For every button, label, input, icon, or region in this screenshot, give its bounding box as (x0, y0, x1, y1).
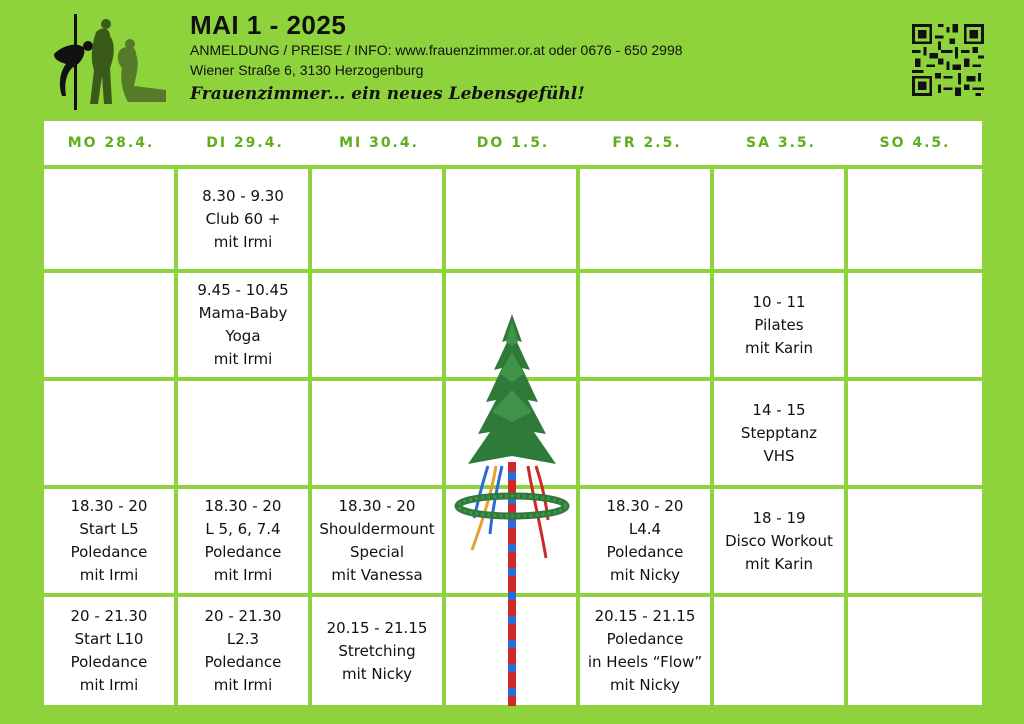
class-text: mit Irmi (213, 232, 273, 251)
class-text: mit Irmi (213, 676, 273, 694)
schedule-cell (312, 381, 442, 485)
class-text: 20.15 - 21.15 (594, 607, 696, 625)
schedule-cell (44, 273, 174, 377)
schedule-cell (178, 273, 308, 377)
class-text: mit Karin (744, 338, 814, 357)
slogan: Frauenzimmer... ein neues Lebensgefühl! (190, 84, 585, 104)
schedule-cell (446, 489, 576, 593)
class-text: 9.45 - 10.45 (197, 281, 289, 299)
class-text: L2.3 (226, 630, 260, 648)
class-text: in Heels “Flow” (587, 653, 703, 671)
schedule-cell (446, 381, 576, 485)
schedule-cell (178, 489, 308, 593)
class-text: Start L5 (79, 520, 139, 538)
class-text: mit Irmi (213, 350, 273, 368)
schedule-cell (446, 169, 576, 269)
schedule-cell (848, 489, 982, 593)
schedule-cell (312, 273, 442, 377)
schedule-cell (580, 489, 710, 593)
class-text: 18.30 - 20 (606, 497, 684, 515)
class-text: 20 - 21.30 (70, 607, 148, 625)
class-text: L 5, 6, 7.4 (205, 520, 281, 538)
qr-code-icon (912, 24, 984, 96)
class-text: Poledance (204, 653, 282, 671)
schedule-grid (44, 121, 982, 705)
class-text: 18.30 - 20 (204, 497, 282, 515)
class-text: Yoga (225, 327, 261, 345)
schedule-cell (848, 273, 982, 377)
class-text: mit Nicky (609, 676, 681, 694)
class-text: 18.30 - 20 (70, 497, 148, 515)
address: Wiener Straße 6, 3130 Herzogenburg (190, 62, 424, 78)
class-text: Poledance (606, 630, 684, 648)
class-text: Club 60 + (205, 209, 281, 228)
schedule-cell (446, 597, 576, 705)
class-text: mit Irmi (79, 676, 139, 694)
class-text: L4.4 (628, 520, 662, 538)
class-text: mit Irmi (213, 566, 273, 584)
schedule-cell (446, 273, 576, 377)
class-text: Pilates (754, 315, 804, 334)
schedule-cell (178, 597, 308, 705)
class-text: Special (349, 543, 405, 561)
class-text: 10 - 11 (752, 292, 806, 311)
class-text: Shouldermount (319, 520, 435, 538)
class-text: 14 - 15 (752, 400, 806, 419)
schedule-cell (44, 597, 174, 705)
class-text: mit Karin (744, 554, 814, 573)
schedule-cell (714, 597, 844, 705)
schedule-cell (580, 273, 710, 377)
schedule-cell (580, 381, 710, 485)
class-text: Poledance (204, 543, 282, 561)
schedule-cell (714, 381, 844, 485)
schedule-cell (848, 169, 982, 269)
class-text: 20.15 - 21.15 (326, 618, 428, 637)
class-text: Mama-Baby (198, 304, 288, 322)
class-text: mit Irmi (79, 566, 139, 584)
schedule-cell (44, 169, 174, 269)
class-text: Start L10 (74, 630, 144, 648)
class-text: Stepptanz (740, 423, 818, 442)
schedule-cell (848, 597, 982, 705)
schedule-cell (580, 597, 710, 705)
day-header: FR 2.5. (612, 135, 682, 151)
schedule-cell (714, 169, 844, 269)
class-text: Poledance (606, 543, 684, 561)
schedule-cell (580, 169, 710, 269)
schedule-cell (178, 381, 308, 485)
pole-dance-silhouette-logo (44, 14, 176, 110)
schedule-cell (312, 597, 442, 705)
schedule-cell (312, 169, 442, 269)
class-text: Poledance (70, 543, 148, 561)
schedule-cell (848, 381, 982, 485)
class-text: 18 - 19 (752, 508, 806, 527)
schedule-cell (44, 489, 174, 593)
class-text: Stretching (338, 641, 416, 660)
day-header: MI 30.4. (339, 135, 419, 151)
class-text: Poledance (70, 653, 148, 671)
day-header: DO 1.5. (476, 135, 550, 151)
class-text: 20 - 21.30 (204, 607, 282, 625)
class-text: VHS (763, 446, 795, 465)
schedule-cell (44, 381, 174, 485)
day-header: SA 3.5. (746, 135, 816, 151)
schedule-cell (714, 273, 844, 377)
class-text: mit Nicky (341, 664, 413, 683)
class-text: mit Vanessa (331, 566, 423, 584)
schedule-cell (714, 489, 844, 593)
day-header: MO 28.4. (67, 135, 155, 151)
day-header: SO 4.5. (879, 135, 951, 151)
class-text: Disco Workout (725, 531, 833, 550)
class-text: 8.30 - 9.30 (202, 186, 284, 205)
day-header-row (44, 121, 982, 165)
class-text: mit Nicky (609, 566, 681, 584)
day-header: DI 29.4. (206, 135, 284, 151)
schedule-cell (312, 489, 442, 593)
contact-info: ANMELDUNG / PREISE / INFO: www.frauenzimmer.or.at oder 0676 - 650 2998 (190, 42, 683, 58)
schedule-cell (178, 169, 308, 269)
page-title: MAI 1 - 2025 (190, 10, 347, 40)
class-text: 18.30 - 20 (338, 497, 416, 515)
